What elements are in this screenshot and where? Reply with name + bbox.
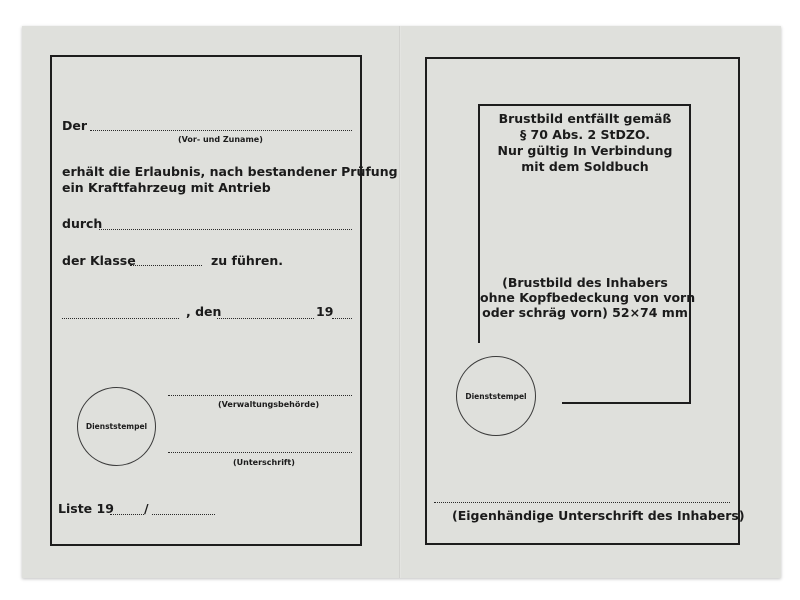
photo-line3: oder schräg vorn) 52×74 mm [482,305,688,320]
authority-caption: (Verwaltungsbehörde) [218,400,320,409]
signature-line[interactable] [168,452,352,453]
name-caption: (Vor- und Zuname) [178,135,263,144]
klasse-line[interactable] [130,265,202,266]
photo-line1: (Brustbild des Inhabers [502,275,668,290]
right-stamp-circle [456,356,536,436]
authority-line[interactable] [168,395,352,396]
photo-line2: ohne Kopfbedeckung von vorn [480,290,696,305]
date-line[interactable] [217,318,314,319]
durch-label: durch [62,216,103,231]
liste-suffix-line[interactable] [152,514,215,515]
year-line[interactable] [332,318,352,319]
klasse-label: der Klasse [62,253,136,268]
left-stamp-label: Dienststempel [85,422,148,431]
durch-line[interactable] [99,229,352,230]
left-stamp-circle [77,387,156,466]
place-line[interactable] [62,318,179,319]
holder-signature-line[interactable] [434,502,730,503]
permission-text-line2: ein Kraftfahrzeug mit Antrieb [62,180,271,195]
header-line1: Brustbild entfällt gemäß [498,111,672,126]
photo-frame-top [478,104,691,106]
fuehren-label: zu führen. [211,253,284,268]
der-label: Der [62,118,88,133]
photo-instructions [480,275,696,320]
holder-signature-caption: (Eigenhändige Unterschrift des Inhabers) [452,508,745,523]
header-line4: mit dem Soldbuch [521,159,649,174]
header-line2: § 70 Abs. 2 StDZO. [519,127,651,142]
center-fold [399,26,401,578]
left-page-border [50,55,362,546]
header-line3: Nur gültig In Verbindung [497,143,673,158]
photo-exemption-note [480,111,690,175]
liste-label: Liste 19 [58,501,114,516]
name-line[interactable] [90,130,352,131]
signature-caption: (Unterschrift) [233,458,295,467]
liste-number-line[interactable] [110,514,144,515]
right-stamp-label: Dienststempel [465,391,527,401]
den-label: , den [186,304,222,319]
liste-slash: / [144,501,149,516]
permission-text-line1: erhält die Erlaubnis, nach bestandener Prüfung [62,164,398,179]
year-label: 19 [316,304,334,319]
photo-frame-bottom [562,402,691,404]
